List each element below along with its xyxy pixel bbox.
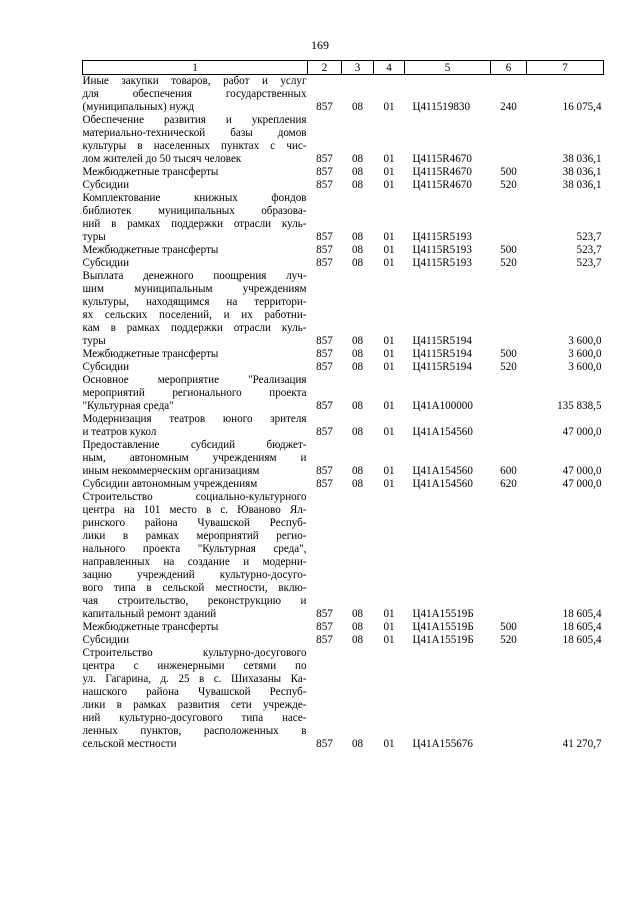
subsection-code: 01: [383, 335, 395, 347]
row-name-line: туры: [82, 231, 106, 243]
row-name-line: Межбюджетные трансферты: [82, 244, 219, 256]
table-row: [83, 75, 604, 115]
expense-type-code: [491, 491, 527, 621]
ministry-code: 857: [316, 153, 333, 165]
row-name-line: материально-технической базы домов: [82, 127, 307, 139]
row-name-line: культуры в населенных пунктах с чис-: [82, 140, 307, 152]
row-name: [83, 374, 308, 413]
row-name-line: культуры, находящимся на территори-: [82, 296, 307, 308]
section-code: 08: [351, 257, 364, 269]
expense-type-code: 240: [500, 101, 517, 113]
row-name: [83, 647, 308, 751]
amount-value: 3 600,0: [568, 335, 602, 347]
section-code: 08: [351, 244, 364, 256]
expense-type-code: 520: [500, 179, 517, 191]
row-name-line: (муниципальных) нужд: [82, 101, 195, 113]
target-article-code: Ц41А154560: [412, 478, 473, 490]
row-name: [83, 192, 308, 244]
amount-value: 18 605,4: [562, 608, 602, 620]
row-name-line: Иные закупки товаров, работ и услуг: [82, 75, 307, 87]
row-name-line: для обеспечения государственных: [82, 88, 307, 100]
table-row: [83, 491, 604, 621]
target-article-code: Ц4115R5194: [412, 361, 472, 373]
row-name-line: Строительство социально-культурного: [82, 491, 307, 503]
row-name-line: Комплектование книжных фондов: [82, 192, 307, 204]
header-col-4: 4: [374, 61, 405, 75]
subsection-code: 01: [383, 361, 395, 373]
row-name-line: Модернизация театров юного зрителя: [82, 413, 307, 425]
row-name: [83, 114, 308, 166]
section-code: 08: [351, 335, 364, 347]
amount-value: 47 000,0: [562, 478, 602, 490]
ministry-code: 857: [316, 335, 333, 347]
section-code: 08: [351, 608, 364, 620]
target-article-code: Ц4115R5193: [412, 231, 472, 243]
page-number: 169: [311, 38, 329, 52]
section-code: 08: [351, 478, 364, 490]
expense-type-code: [491, 647, 527, 751]
row-name: [83, 413, 308, 439]
expense-type-code: 500: [500, 166, 517, 178]
row-name: [83, 75, 308, 115]
row-name-line: капитальный ремонт зданий: [82, 608, 217, 620]
row-name: [83, 621, 308, 634]
table-row: [83, 192, 604, 244]
target-article-code: Ц41А154560: [412, 465, 473, 477]
table-row: [83, 478, 604, 491]
table-row: [83, 166, 604, 179]
expense-type-code: 500: [500, 621, 517, 633]
amount-value: 3 600,0: [568, 361, 602, 373]
section-code: 08: [351, 179, 364, 191]
section-code: 08: [351, 621, 364, 633]
ministry-code: 857: [316, 400, 333, 412]
row-name-line: чая строительство, реконструкцию и: [82, 595, 307, 607]
ministry-code: 857: [316, 478, 333, 490]
table-row: [83, 348, 604, 361]
row-name-line: и театров кукол: [82, 426, 157, 438]
table-row: [83, 634, 604, 647]
row-name: [83, 348, 308, 361]
section-code: 08: [351, 465, 364, 477]
ministry-code: 857: [316, 179, 333, 191]
row-name-line: лики в рамках мероприятий регио-: [82, 530, 307, 542]
ministry-code: 857: [316, 426, 333, 438]
subsection-code: 01: [383, 179, 395, 191]
expense-type-code: [491, 114, 527, 166]
table-row: [83, 179, 604, 192]
amount-value: 523,7: [576, 257, 602, 269]
target-article-code: Ц41А15519Б: [412, 621, 474, 633]
amount-value: 38 036,1: [562, 166, 602, 178]
subsection-code: 01: [383, 257, 395, 269]
target-article-code: Ц411519830: [412, 101, 471, 113]
row-name-line: вого типа в сельской местности, вклю-: [82, 582, 307, 594]
ministry-code: 857: [316, 231, 333, 243]
row-name-line: нального проекта "Культурная среда",: [82, 543, 307, 555]
amount-value: 523,7: [576, 244, 602, 256]
target-article-code: Ц4115R5193: [412, 244, 472, 256]
section-code: 08: [351, 426, 364, 438]
row-name-line: ул. Гагарина, д. 25 в с. Шихазаны Ка-: [82, 673, 307, 685]
row-name-line: ний в рамках поддержки отрасли куль-: [82, 218, 307, 230]
section-code: 08: [351, 348, 364, 360]
target-article-code: Ц41А15519Б: [412, 634, 474, 646]
amount-value: 523,7: [576, 231, 602, 243]
subsection-code: 01: [383, 153, 395, 165]
ministry-code: 857: [316, 257, 333, 269]
row-name-line: ным, автономным учреждениям и: [82, 452, 307, 464]
expense-type-code: 620: [500, 478, 517, 490]
ministry-code: 857: [316, 348, 333, 360]
target-article-code: Ц4115R4670: [412, 166, 472, 178]
section-code: 08: [351, 361, 364, 373]
amount-value: 38 036,1: [562, 153, 602, 165]
amount-value: 3 600,0: [568, 348, 602, 360]
section-code: 08: [351, 166, 364, 178]
table-row: [83, 374, 604, 413]
ministry-code: 857: [316, 738, 333, 750]
target-article-code: Ц4115R4670: [412, 179, 472, 191]
expense-type-code: 500: [500, 244, 517, 256]
target-article-code: Ц41А15519Б: [412, 608, 474, 620]
header-col-6: 6: [491, 61, 527, 75]
table-row: [83, 244, 604, 257]
subsection-code: 01: [383, 400, 395, 412]
row-name-line: туры: [82, 335, 106, 347]
amount-value: 38 036,1: [562, 179, 602, 191]
subsection-code: 01: [383, 101, 395, 113]
subsection-code: 01: [383, 621, 395, 633]
table-row: [83, 439, 604, 478]
section-code: 08: [351, 101, 364, 113]
target-article-code: Ц4115R5194: [412, 348, 472, 360]
row-name-line: Субсидии: [82, 361, 130, 373]
subsection-code: 01: [383, 478, 395, 490]
table-row: [83, 413, 604, 439]
expense-type-code: 520: [500, 361, 517, 373]
ministry-code: 857: [316, 621, 333, 633]
row-name: [83, 361, 308, 374]
amount-value: 47 000,0: [562, 465, 602, 477]
section-code: 08: [351, 738, 364, 750]
table-row: [83, 361, 604, 374]
row-name-line: центра с инженерными сетями по: [82, 660, 307, 672]
table-header: [83, 61, 604, 75]
row-name-line: Субсидии: [82, 634, 130, 646]
section-code: 08: [351, 231, 364, 243]
row-name-line: лом жителей до 50 тысяч человек: [82, 153, 242, 165]
row-name-line: зацию учреждений культурно-досуго-: [82, 569, 307, 581]
expense-type-code: [491, 270, 527, 348]
row-name-line: сельской местности: [82, 738, 177, 750]
subsection-code: 01: [383, 231, 395, 243]
subsection-code: 01: [383, 465, 395, 477]
target-article-code: Ц41А154560: [412, 426, 473, 438]
row-name-line: Межбюджетные трансферты: [82, 621, 219, 633]
row-name-line: нашского района Чувашской Респуб-: [82, 686, 307, 698]
row-name-line: мероприятий регионального проекта: [82, 387, 307, 399]
row-name: [83, 634, 308, 647]
header-col-1: 1: [83, 61, 308, 75]
row-name-line: Обеспечение развития и укрепления: [82, 114, 307, 126]
row-name: [83, 166, 308, 179]
row-name-line: ний культурно-досугового типа насе-: [82, 712, 307, 724]
row-name: [83, 491, 308, 621]
amount-value: 47 000,0: [562, 426, 602, 438]
header-col-5: 5: [405, 61, 491, 75]
row-name-line: кам в рамках поддержки отрасли куль-: [82, 322, 307, 334]
amount-value: 18 605,4: [562, 621, 602, 633]
subsection-code: 01: [383, 738, 395, 750]
row-name-line: Субсидии: [82, 179, 130, 191]
table-body: [83, 75, 604, 752]
target-article-code: Ц41А100000: [412, 400, 473, 412]
subsection-code: 01: [383, 426, 395, 438]
row-name-line: ринского района Чувашской Респуб-: [82, 517, 307, 529]
row-name-line: шим муниципальным учреждениям: [82, 283, 307, 295]
ministry-code: 857: [316, 608, 333, 620]
ministry-code: 857: [316, 166, 333, 178]
target-article-code: Ц4115R4670: [412, 153, 472, 165]
table-row: [83, 270, 604, 348]
row-name-line: Предоставление субсидий бюджет-: [82, 439, 307, 451]
row-name-line: иным некоммерческим организациям: [82, 465, 260, 477]
row-name-line: центра на 101 место в с. Юваново Ял-: [82, 504, 307, 516]
expense-type-code: 520: [500, 257, 517, 269]
row-name: [83, 439, 308, 478]
row-name-line: Строительство культурно-досугового: [82, 647, 307, 659]
table-row: [83, 647, 604, 751]
header-col-7: 7: [527, 61, 604, 75]
expense-type-code: 500: [500, 348, 517, 360]
row-name-line: Субсидии: [82, 257, 130, 269]
row-name-line: ях сельских поселений, и их работни-: [82, 309, 307, 321]
subsection-code: 01: [383, 166, 395, 178]
row-name-line: ленных пунктов, расположенных в: [82, 725, 307, 737]
expense-type-code: [491, 374, 527, 413]
expense-type-code: 520: [500, 634, 517, 646]
subsection-code: 01: [383, 608, 395, 620]
row-name: [83, 244, 308, 257]
subsection-code: 01: [383, 244, 395, 256]
section-code: 08: [351, 634, 364, 646]
row-name: [83, 270, 308, 348]
expense-type-code: 600: [500, 465, 517, 477]
table-row: [83, 114, 604, 166]
row-name: [83, 257, 308, 270]
row-name-line: "Культурная среда": [82, 400, 174, 412]
row-name-line: Межбюджетные трансферты: [82, 166, 219, 178]
target-article-code: Ц41А155676: [412, 738, 473, 750]
ministry-code: 857: [316, 634, 333, 646]
target-article-code: Ц4115R5194: [412, 335, 472, 347]
table-row: [83, 621, 604, 634]
row-name-line: Основное мероприятие "Реализация: [82, 374, 307, 386]
table-row: [83, 257, 604, 270]
amount-value: 18 605,4: [562, 634, 602, 646]
section-code: 08: [351, 400, 364, 412]
expense-type-code: [491, 413, 527, 439]
amount-value: 16 075,4: [562, 101, 602, 113]
expense-type-code: [491, 192, 527, 244]
row-name-line: лики в рамках развития сети учрежде-: [82, 699, 307, 711]
subsection-code: 01: [383, 634, 395, 646]
ministry-code: 857: [316, 244, 333, 256]
amount-value: 135 838,5: [557, 400, 602, 412]
section-code: 08: [351, 153, 364, 165]
header-col-3: 3: [342, 61, 374, 75]
row-name: [83, 478, 308, 491]
amount-value: 41 270,7: [562, 738, 602, 750]
header-row: [83, 61, 604, 75]
row-name: [83, 179, 308, 192]
budget-table: [82, 60, 604, 751]
ministry-code: 857: [316, 101, 333, 113]
row-name-line: библиотек муниципальных образова-: [82, 205, 307, 217]
ministry-code: 857: [316, 465, 333, 477]
ministry-code: 857: [316, 361, 333, 373]
header-col-2: 2: [308, 61, 342, 75]
row-name-line: Межбюджетные трансферты: [82, 348, 219, 360]
row-name-line: направленных на создание и модерни-: [82, 556, 307, 568]
subsection-code: 01: [383, 348, 395, 360]
target-article-code: Ц4115R5193: [412, 257, 472, 269]
row-name-line: Выплата денежного поощрения луч-: [82, 270, 307, 282]
row-name-line: Субсидии автономным учреждениям: [82, 478, 258, 490]
